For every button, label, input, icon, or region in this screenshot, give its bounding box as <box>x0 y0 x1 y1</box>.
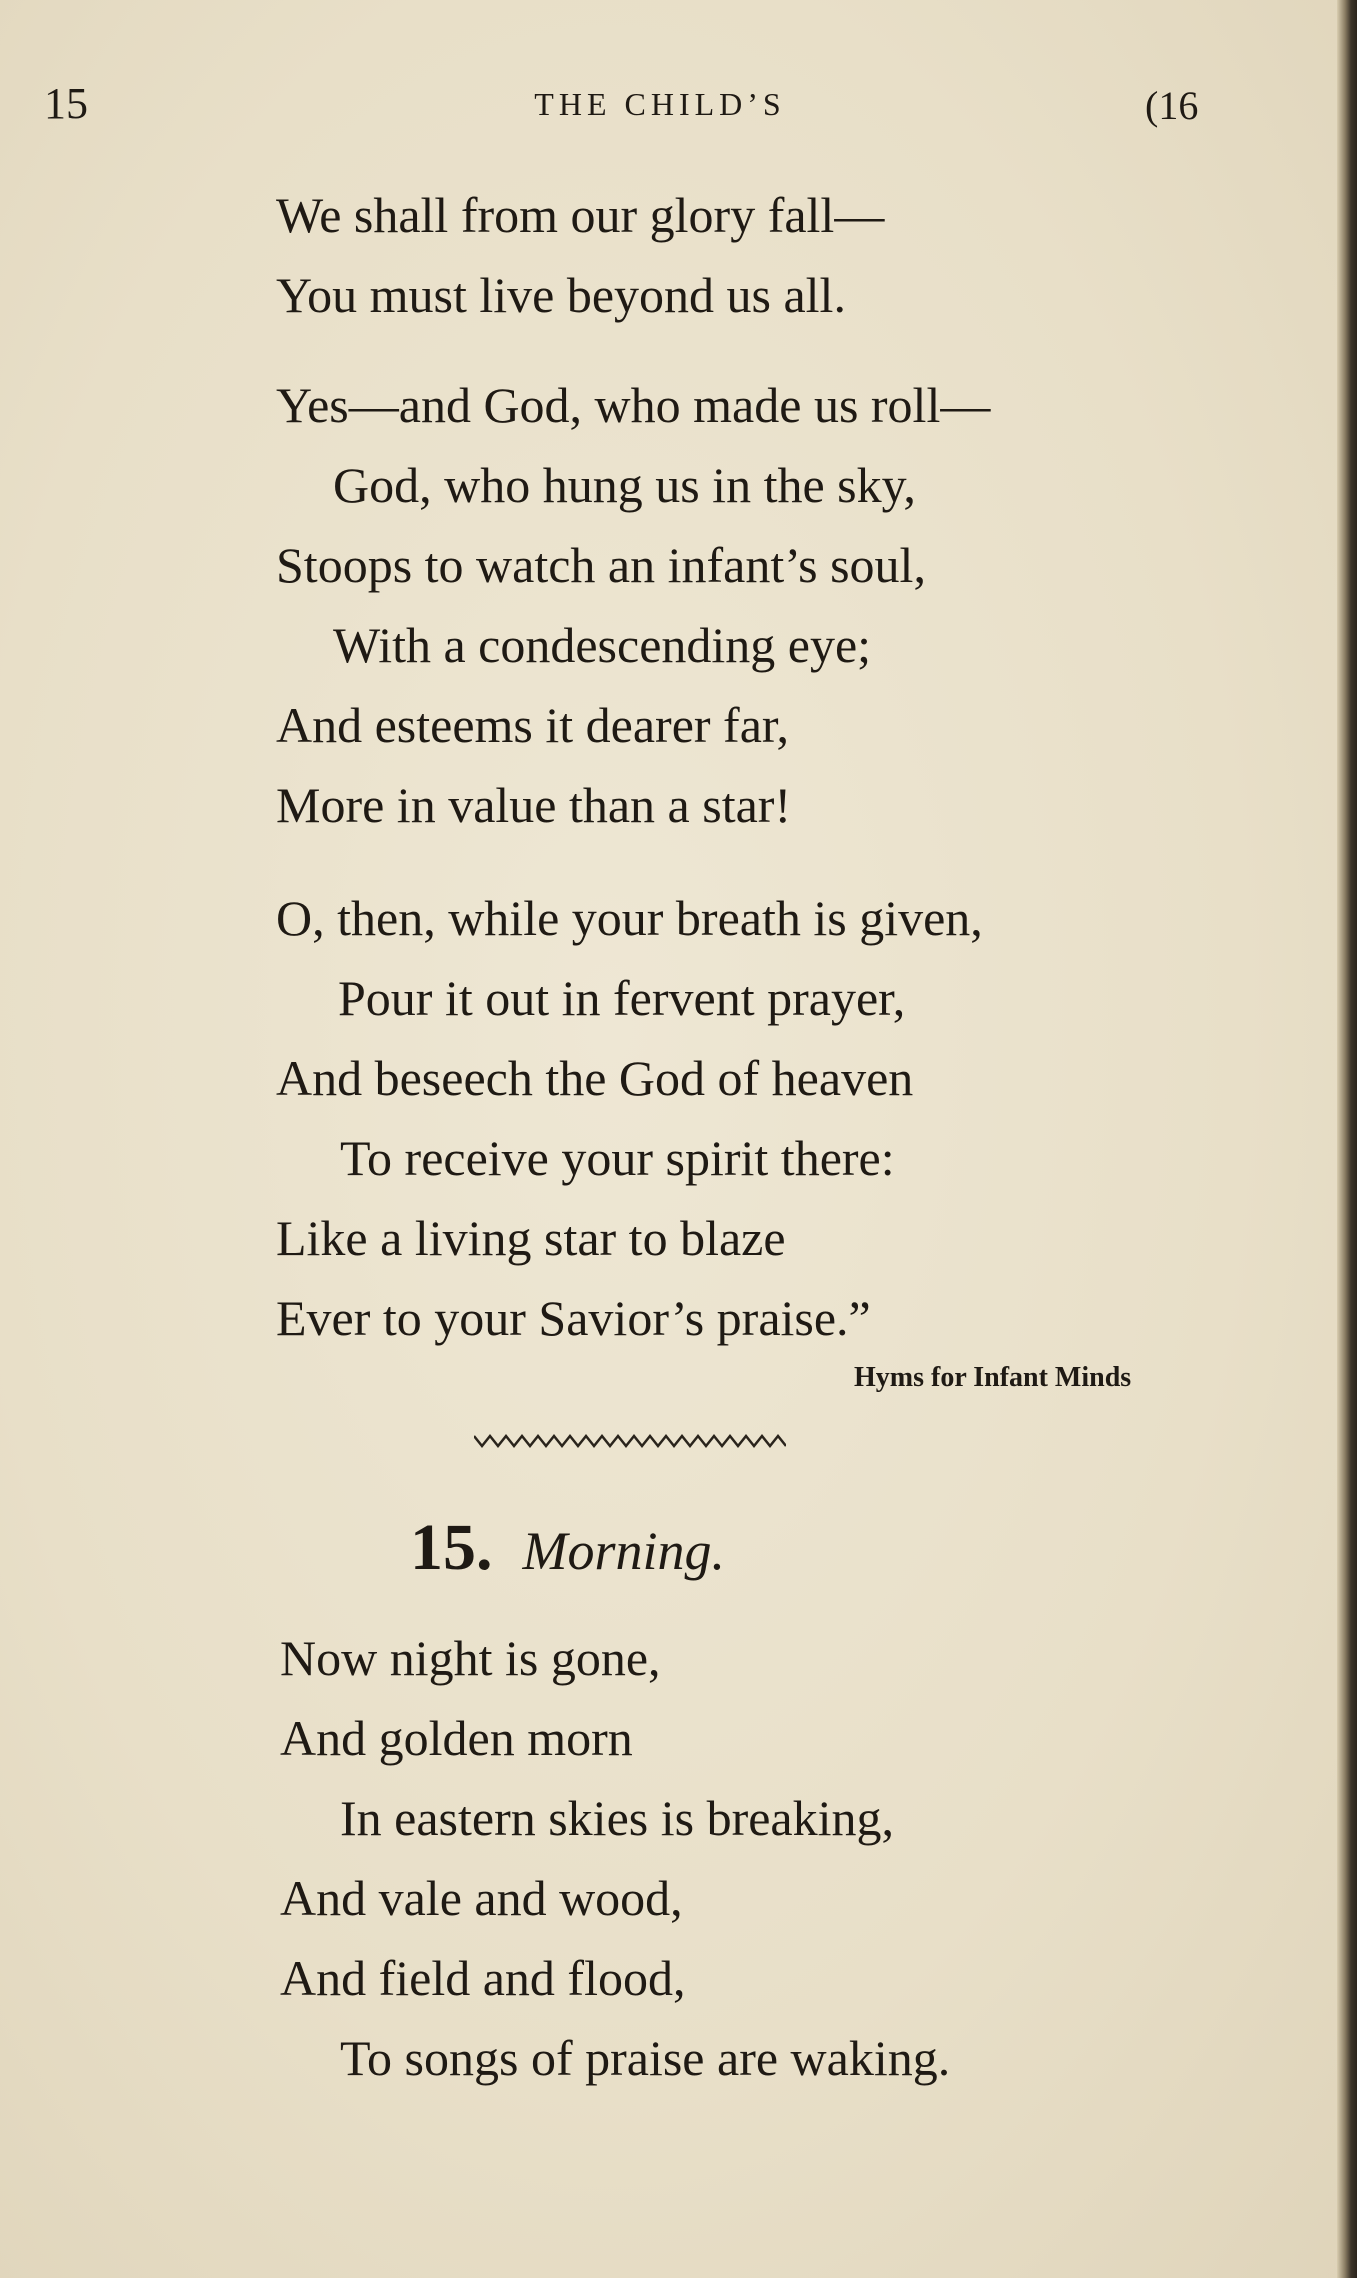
running-head: THE CHILD’S <box>534 86 786 122</box>
hymn-line: In eastern skies is breaking, <box>340 1790 895 1846</box>
poem-line: Pour it out in fervent prayer, <box>338 970 906 1026</box>
hymn-heading <box>410 1510 725 1586</box>
hymn-title: Morning. <box>522 1521 725 1581</box>
page-edge <box>1337 0 1357 2278</box>
page-number-right: (16 <box>1145 83 1199 128</box>
poem-line: We shall from our glory fall— <box>276 187 885 243</box>
page-header <box>0 78 1357 138</box>
poem-line: You must live beyond us all. <box>276 267 846 323</box>
hymn-line: To songs of praise are waking. <box>340 2030 951 2086</box>
hymn-line: And field and flood, <box>280 1950 686 2006</box>
poem-line: With a condescending eye; <box>333 617 872 673</box>
wavy-ornament <box>474 1432 786 1452</box>
poem-line: Yes—and God, who made us roll— <box>276 377 991 433</box>
poem-line: And esteems it dearer far, <box>276 697 790 753</box>
poem-line: God, who hung us in the sky, <box>333 457 916 513</box>
poem-line: Ever to your Savior’s praise.” <box>276 1290 871 1346</box>
poem-line: To receive your spirit there: <box>340 1130 895 1186</box>
hymn-line: And vale and wood, <box>280 1870 683 1926</box>
poem-line: And beseech the God of heaven <box>276 1050 914 1106</box>
hymn-line: Now night is gone, <box>280 1630 661 1686</box>
hymn-number-dot: . <box>476 1511 493 1584</box>
page-number-left: 15 <box>44 79 88 128</box>
poem-line: More in value than a star! <box>276 777 792 833</box>
poem-line: Like a living star to blaze <box>276 1210 786 1266</box>
hymn-number: 15 <box>410 1511 476 1584</box>
poem-line: Stoops to watch an infant’s soul, <box>276 537 926 593</box>
poem-line: O, then, while your breath is given, <box>276 890 983 946</box>
hymn-line: And golden morn <box>280 1710 633 1766</box>
attribution: Hyms for Infant Minds <box>854 1362 1132 1393</box>
